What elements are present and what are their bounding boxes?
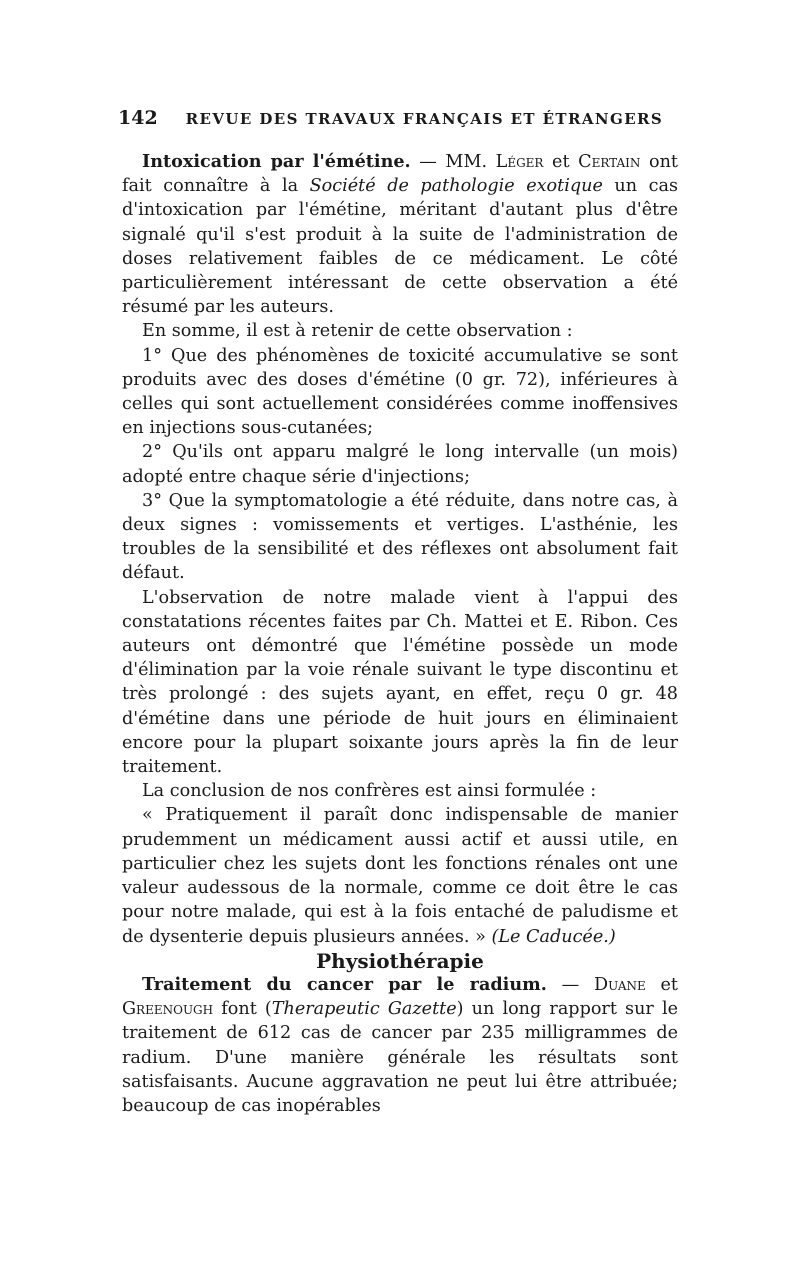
journal-name: Therapeutic Gazette (271, 999, 457, 1020)
article-paragraph (122, 973, 678, 1118)
quote-text: « Pratiquement il paraît donc indispensable de manier prudemment un médicament aussi actif et aussi utile, en particulier chez les sujets dont les fonctions rénales ont une valeur audessous de la normale, comme ce doit être le cas pour notre malade, qui est à la fois entaché de paludisme et de dysenterie depuis plusieurs années. » (122, 805, 678, 947)
running-header (118, 107, 678, 129)
author-name: Duane (593, 974, 646, 995)
page-body (122, 150, 678, 1118)
society-name: Société de pathologie exotique (309, 176, 603, 197)
section-title: Physiothérapie (316, 948, 484, 973)
conjunction: et (543, 152, 579, 172)
body-text: font ( (213, 999, 272, 1020)
article-title: Intoxication par l'émétine. (142, 151, 411, 172)
author-name: Léger (495, 152, 544, 172)
article-paragraph (122, 150, 678, 319)
running-title: REVUE DES TRAVAUX FRANÇAIS ET ÉTRANGERS (185, 110, 664, 128)
page-number: 142 (118, 107, 158, 129)
list-item: 2° Qu'ils ont apparu malgré le long intervalle (un mois) adopté entre chaque série d'injections; (122, 442, 678, 487)
body-text: un cas d'intoxication par l'émétine, méritant d'autant plus d'être signalé qu'il s'est produit à la suite de l'administration de doses relativement faibles de ce médicament. Le côté particulièrement intéressant de cette observation a été résumé par les auteurs. (122, 176, 678, 318)
dash-text: — (546, 974, 594, 995)
list-item: 1° Que des phénomènes de toxicité accumulative se sont produits avec des doses d'émétine (0 gr. 72), inférieures à celles qui sont actuellement considérées comme inoffensives en injections sous-cutanées; (122, 345, 678, 439)
author-name: Certain (578, 152, 641, 172)
conjunction: et (645, 974, 678, 995)
body-text: ) un long rapport sur le traitement de 612 cas de cancer par 235 milligrammes de radium. D'une manière générale les résultats sont satisfaisants. Aucune aggravation ne peut lui être attribuée; beaucoup de cas inopérables (122, 999, 678, 1116)
body-text: ont fait connaître à la (122, 152, 678, 197)
list-item: 3° Que la symptomatologie a été réduite, dans notre cas, à deux signes : vomissements et vertiges. L'asthénie, les troubles de la sensibilité et des réflexes ont absolument fait défaut. (122, 490, 678, 584)
paragraph: La conclusion de nos confrères est ainsi formulée : (142, 781, 597, 802)
paragraph: En somme, il est à retenir de cette observation : (142, 321, 573, 342)
source-citation: (Le Caducée.) (491, 926, 616, 947)
quote-paragraph (122, 803, 678, 948)
paragraph: L'observation de notre malade vient à l'appui des constatations récentes faites par Ch. Mattei et E. Ribon. Ces auteurs ont démontré que l'émétine possède un mode d'élimination par la voie rénale suivant le type discontinu et très prolongé : des sujets ayant, en effet, reçu 0 gr. 48 d'émétine dans une période de huit jours en éliminaient encore pour la plupart soixante jours après la fin de leur traitement. (122, 587, 678, 778)
author-name: Greenough (122, 999, 214, 1020)
dash-text: — MM. (410, 152, 496, 172)
article-title: Traitement du cancer par le radium. (142, 973, 547, 995)
